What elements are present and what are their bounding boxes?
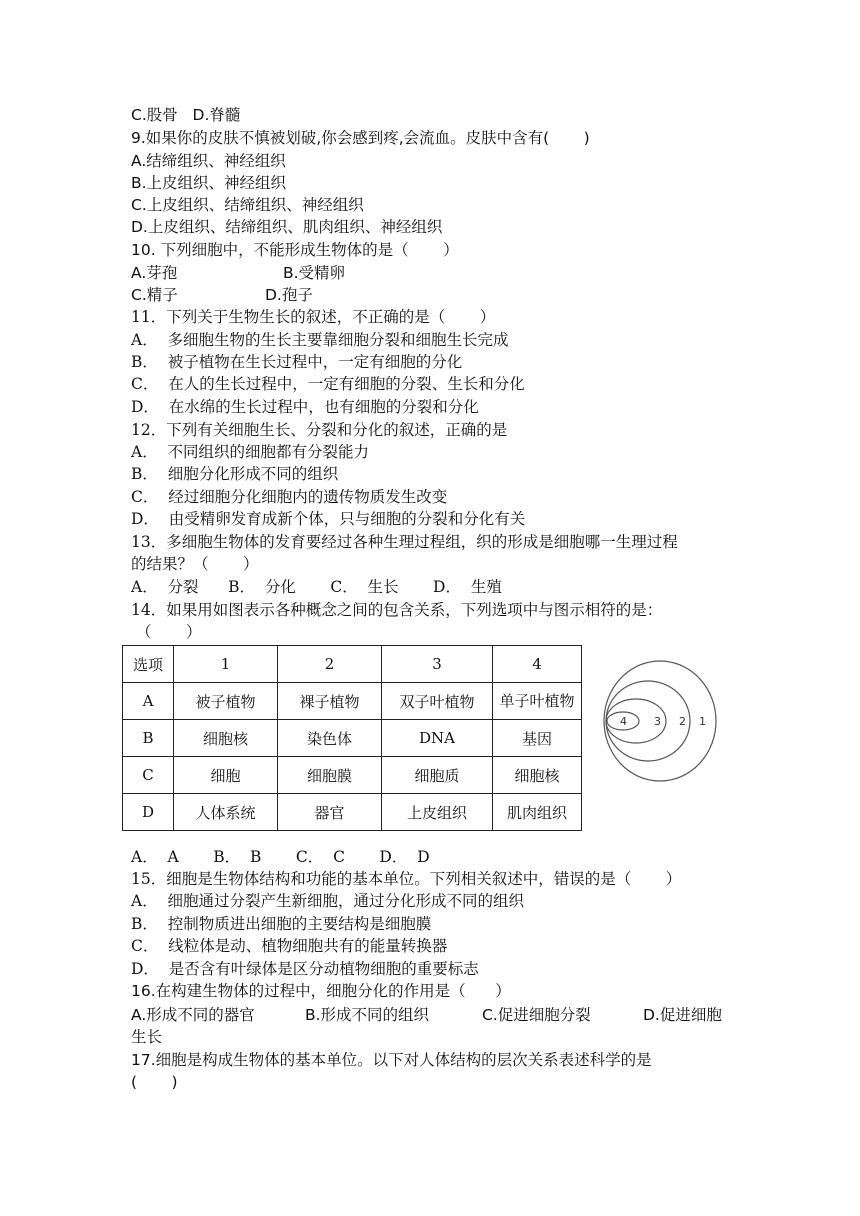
q15-option-a: A． 细胞通过分裂产生新细胞，通过分化形成不同的组织 (131, 892, 525, 910)
nested-concept-diagram (596, 636, 726, 786)
q14-options-table (122, 645, 582, 831)
table-cell: C (123, 757, 174, 794)
q11-option-c: C． 在人的生长过程中，一定有细胞的分裂、生长和分化 (131, 375, 525, 393)
table-header-cell: 3 (382, 646, 493, 683)
q11-option-b: B． 被子植物在生长过程中，一定有细胞的分化 (131, 353, 463, 371)
table-header-cell: 2 (278, 646, 382, 683)
q10-option-c: C.精子 (131, 286, 178, 304)
table-cell: 细胞核 (493, 757, 582, 794)
q9-option-b: B.上皮组织、神经组织 (131, 174, 287, 192)
table-header-cell: 选项 (123, 646, 174, 683)
q12-option-c: C． 经过细胞分化细胞内的遗传物质发生改变 (131, 488, 448, 506)
q15-option-d: D． 是否含有叶绿体是区分动植物细胞的重要标志 (131, 960, 479, 978)
table-cell: 双子叶植物 (382, 683, 493, 720)
concept-label-3: 3 (654, 715, 661, 728)
table-cell: DNA (382, 720, 493, 757)
concept-label-1: 1 (699, 715, 706, 728)
q9-option-c: C.上皮组织、结缔组织、神经组织 (131, 196, 364, 214)
q11-stem: 11．下列关于生物生长的叙述，不正确的是（ ） (131, 308, 496, 326)
table-row (123, 757, 582, 794)
q13-options: A． 分裂 B． 分化 C． 生长 D． 生殖 (131, 578, 502, 596)
q16-option-c: C.促进细胞分裂 (482, 1006, 591, 1024)
q16-option-d-cont: 生长 (131, 1028, 163, 1046)
table-header-row (123, 646, 582, 683)
table-cell: 细胞核 (174, 720, 278, 757)
q12-option-b: B． 细胞分化形成不同的组织 (131, 465, 339, 483)
q12-stem: 12．下列有关细胞生长、分裂和分化的叙述，正确的是 (131, 421, 508, 439)
table-cell (493, 683, 582, 720)
q9-option-a: A.结缔组织、神经组织 (131, 152, 286, 170)
table-row (123, 794, 582, 831)
q12-option-d: D． 由受精卵发育成新个体，只与细胞的分裂和分化有关 (131, 510, 526, 528)
concept-label-4: 4 (620, 715, 627, 728)
table-row (123, 720, 582, 757)
table-cell: 细胞 (174, 757, 278, 794)
q13-stem: 13．多细胞生物体的发育要经过各种生理过程组，织的形成是细胞哪一生理过程 (131, 533, 678, 551)
q14-stem-cont: （ ） (136, 623, 202, 641)
q10-stem: 10. 下列细胞中，不能形成生物体的是（ ） (131, 241, 459, 259)
table-header-cell: 1 (174, 646, 278, 683)
q13-stem-cont: 的结果？（ ） (131, 555, 259, 573)
q16-option-d: D.促进细胞 (643, 1006, 722, 1024)
table-cell: D (123, 794, 174, 831)
q11-option-d: D． 在水绵的生长过程中，也有细胞的分裂和分化 (131, 398, 479, 416)
table-cell: 肌肉组织 (493, 794, 582, 831)
table-cell: 染色体 (278, 720, 382, 757)
table-cell: 上皮组织 (382, 794, 493, 831)
q10-option-d: D.孢子 (265, 286, 313, 304)
q15-option-b: B． 控制物质进出细胞的主要结构是细胞膜 (131, 915, 432, 933)
table-cell: A (123, 683, 174, 720)
table-cell: 器官 (278, 794, 382, 831)
q9-option-d: D.上皮组织、结缔组织、肌肉组织、神经组织 (131, 218, 443, 236)
table-cell: 细胞质 (382, 757, 493, 794)
q10-option-b: B.受精卵 (283, 264, 346, 282)
concept-circle-2 (606, 681, 690, 761)
q10-option-a: A.芽孢 (131, 264, 178, 282)
q14-stem: 14．如果用如图表示各种概念之间的包含关系，下列选项中与图示相符的是： (131, 601, 663, 619)
q11-option-a: A． 多细胞生物的生长主要靠细胞分裂和细胞生长完成 (131, 331, 509, 349)
table-cell: 人体系统 (174, 794, 278, 831)
table-header-cell: 4 (493, 646, 582, 683)
q16-option-a: A.形成不同的器官 (131, 1006, 255, 1024)
table-cell: 细胞膜 (278, 757, 382, 794)
q17-stem: 17.细胞是构成生物体的基本单位。以下对人体结构的层次关系表述科学的是 (131, 1051, 652, 1069)
table-cell-text: 单子叶植物 (499, 692, 575, 710)
table-cell: 被子植物 (174, 683, 278, 720)
q16-option-b: B.形成不同的组织 (305, 1006, 430, 1024)
q8-options-cd: C.股骨 D.脊髓 (131, 106, 241, 124)
table-cell: B (123, 720, 174, 757)
q14-options: A． A B． B C． C D． D (131, 848, 430, 866)
q12-option-a: A． 不同组织的细胞都有分裂能力 (131, 443, 370, 461)
q15-option-c: C． 线粒体是动、植物细胞共有的能量转换器 (131, 937, 448, 955)
q16-stem: 16.在构建生物体的过程中，细胞分化的作用是（ ） (131, 982, 511, 1000)
q17-stem-cont: ( ) (131, 1073, 178, 1091)
table-cell: 裸子植物 (278, 683, 382, 720)
table-row (123, 683, 582, 720)
q15-stem: 15．细胞是生物体结构和功能的基本单位。下列相关叙述中，错误的是（ ） (131, 870, 682, 888)
concept-label-2: 2 (679, 715, 686, 728)
table-cell: 基因 (493, 720, 582, 757)
q9-stem: 9.如果你的皮肤不慎被划破,你会感到疼,会流血。皮肤中含有( ) (131, 129, 590, 147)
